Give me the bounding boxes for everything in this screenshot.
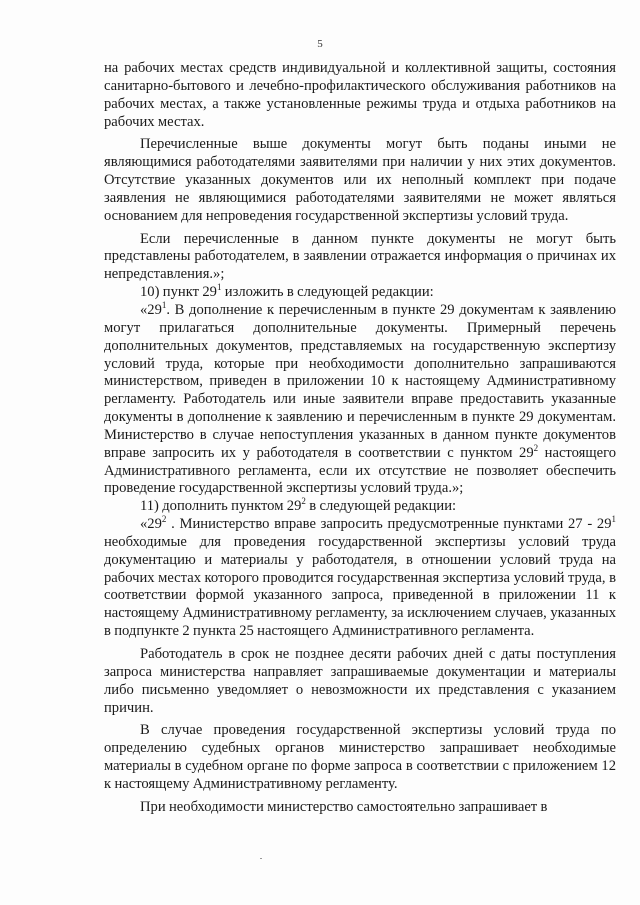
amendment-10-text: 10) пункт 29 <box>140 284 217 301</box>
amendment-11-text: 11) дополнить пунктом 29 <box>140 498 302 515</box>
paragraph-3: Если перечисленные в данном пункте документы не могут быть представлены работодателем, в заявлении отражается информация о причинах их непредставления.»; <box>104 230 616 283</box>
superscript: 2 <box>533 442 539 453</box>
page-number: 5 <box>317 38 323 50</box>
paragraph-amendment-10 <box>104 284 616 302</box>
clause-29-2-text: . Министерство вправе запросить предусмотренные пунктами 27 - 29 <box>166 516 612 533</box>
amendment-11-text-tail: в следующей редакции: <box>305 498 457 515</box>
superscript: 1 <box>611 514 616 525</box>
paragraph-clause-29-1 <box>104 299 616 498</box>
paragraph-1: на рабочих местах средств индивидуальной и коллективной защиты, состояния санитарно-бытового и лечебно-профилактического обслуживания работников на рабочих местах, а также установленные режимы труда и отдыха работников на рабочих местах. <box>104 60 616 130</box>
superscript: 1 <box>161 299 167 310</box>
paragraph-employer-deadline: Работодатель в срок не позднее десяти рабочих дней с даты поступления запроса министерства направляет запрашиваемые документации и материалы либо письменно уведомляет о невозможности их представления с указанием причин. <box>104 646 616 716</box>
document-body <box>104 60 616 817</box>
clause-29-1-number: «29 <box>140 301 162 318</box>
paragraph-independent-request: При необходимости министерство самостоятельно запрашивает в <box>140 798 548 815</box>
superscript: 1 <box>216 282 222 293</box>
clause-29-2-text-tail: необходимые для проведения государственной экспертизы условий труда документацию и материалы у работодателя, в отношении условий труда на рабочих местах которого проводится государственная экспертиза условий труда, в соответствии формой указанного запроса, приведенной в приложении 11 к настоящему Административному регламенту, за исключением случаев, указанных в подпункте 2 пункта 25 настоящего Административного регламента. <box>104 533 616 640</box>
amendment-10-text-tail: изложить в следующей редакции: <box>221 284 434 301</box>
superscript: 2 <box>301 496 306 507</box>
scan-speck <box>260 858 262 859</box>
paragraph-amendment-11 <box>104 498 616 516</box>
clause-29-1-text: . В дополнение к перечисленным в пункте 29 документам к заявлению могут прилагаться дополнительные документы. Примерный перечень дополнительных документов, представляемых на государственную экспертизу условий труда, которые при необходимости дополнительно запрашиваются министерством, приведен в приложении 10 к настоящему Административному регламенту. Работодатель или иные заявители вправе предоставить указанные документы в дополнение к заявлению и перечисленным в пункте 29 документам. Министерство в случае непоступления указанных в данном пункте документов вправе запросить их у работодателя в соответствии с пунктом 29 <box>104 301 616 461</box>
paragraph-clause-29-2 <box>104 516 616 641</box>
paragraph-2: Перечисленные выше документы могут быть поданы иными не являющимися работодателями заявителями при наличии у них этих документов. Отсутствие указанных документов или их неполный комплект при подаче заявления не являющимися работодателями заявителями не может являться основанием для непроведения государственной экспертизы условий труда. <box>104 136 616 224</box>
superscript: 2 <box>161 514 167 525</box>
paragraph-court-request: В случае проведения государственной экспертизы условий труда по определению судебных органов министерство запрашивает необходимые материалы в судебном органе по форме запроса в соответствии с приложением 12 к настоящему Административному регламенту. <box>104 722 616 792</box>
clause-29-1-text-tail: настоящего Административного регламента, если их отсутствие не позволяет обеспечить проведение государственной экспертизы условий труда.»; <box>104 444 616 497</box>
clause-29-2-number: «29 <box>140 516 162 533</box>
